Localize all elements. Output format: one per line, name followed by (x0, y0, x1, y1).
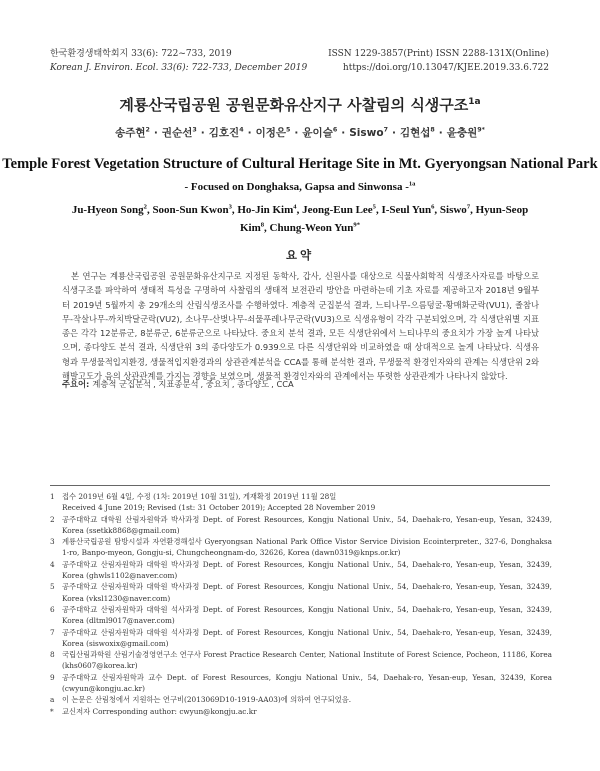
footnote-text: 공주대학교 산림자원학과 대학원 박사과정 Dept. of Forest Resources, Kongju National Univ., 54, Daehak-ro, Yesan-eup, Yesan, 32439, Korea (vksl1230@naver.com) (62, 582, 552, 603)
author-affiliation-mark: 3 (228, 203, 232, 211)
author-entry (302, 204, 376, 216)
subtitle-english (0, 181, 600, 193)
title-korean-footnote-mark: 1a (468, 97, 481, 107)
abstract-heading: 요약 (285, 248, 315, 262)
keyword: 계층적 군집분석 (92, 379, 152, 389)
keywords-label: 주요어: (62, 379, 90, 389)
author-name: Siswo (439, 204, 467, 216)
author-affiliation-mark: 9* (477, 126, 485, 134)
abstract-body: 본 연구는 계룡산국립공원 공원문화유산지구로 지정된 동학사, 갑사, 신원사를 대상으로 식물사회학적 식생조사자료를 바탕으로 식생구조를 파악하여 생태적 특성을 구명하여 사찰림의 생태적 보전관리 방안을 마련하는데 기초 자료를 제공하고자 2018년 9월부터 2019년 5월까지 총 29개소의 산림식생조사를 수행하였다. 계층적 군집분석 결과, 느티나무-으름덩굴-황매화군락(VU1), 졸참나무-작살나무-까치박달군락(VU2), 소나무-산벚나무-쇠물푸레나무군락(VU3)으로 식생유형이 각각 구분되었으며, 각 식생단위별 지표종은 각각 12분류군, 8분류군, 6분류군으로 나타났다. 중요치 분석 결과, 모든 식생단위에서 느티나무의 중요치가 가장 높게 나타났으며, 종다양도 분석 결과, 식생단위 3의 종다양도가 0.939으로 다른 식생단위와 비교하였을 때 상대적으로 높게 나타났다. 식생유형과 무생물적입지환경, 생물적입지환경과의 상관관계분석을 CCA를 통해 분석한 결과, 무생물적 환경인자와의 관계는 식생단위 2와 해발고도가 음의 상관관계를 가지는 경향을 보였으며, 생물적 환경인자와의 관계에서는 뚜렷한 상관관계가 나타나지 않았다. (62, 271, 539, 381)
doi-link[interactable]: https://doi.org/10.13047/KJEE.2019.33.6.722 (342, 63, 549, 73)
author-affiliation-mark: 2 (145, 126, 150, 134)
author-separator: · (294, 127, 299, 139)
author-affiliation-mark: 7 (383, 126, 388, 134)
footnote-mark: 1 (50, 492, 55, 501)
footnote (50, 536, 552, 559)
issn: ISSN 1229-3857(Print) ISSN 2288-131X(Online) (328, 49, 549, 59)
author-entry (152, 204, 231, 216)
author-name: Ju-Hyeon Song (71, 204, 144, 216)
footnote-mark: * (50, 706, 54, 716)
author-affiliation-mark: 6 (332, 126, 338, 134)
keyword: 중요치 (205, 379, 230, 389)
footnote (50, 672, 552, 695)
author-name: Ho-Jin Kim (237, 204, 294, 216)
author-affiliation-mark: 3 (192, 126, 197, 134)
footnote (50, 694, 552, 705)
footnote (50, 581, 552, 604)
author-affiliation-mark: 7 (466, 203, 471, 211)
author-name: 송주현 (115, 127, 146, 139)
author-name: Hyun-Seop Kim (239, 204, 529, 234)
journal-citation-en: Korean J. Environ. Ecol. 33(6): 722-733, December 2019 (50, 63, 308, 73)
footnote-mark: 9 (50, 672, 55, 682)
footnotes (50, 491, 552, 717)
footnote-mark: 8 (50, 650, 55, 660)
author-separator: · (391, 127, 396, 139)
author-name: 권순선 (161, 127, 193, 139)
author-affiliation-mark: 5 (286, 126, 291, 134)
author-affiliation-mark: 5 (372, 203, 376, 211)
author-name: 김현섭 (399, 127, 431, 139)
author-separator: · (341, 127, 346, 139)
author-entry (237, 204, 296, 216)
author-name: Soon-Sun Kwon (152, 204, 229, 216)
author-entry (270, 222, 360, 234)
footnote-mark: 4 (50, 559, 55, 569)
identifiers (328, 47, 549, 75)
footnote-mark: 7 (50, 627, 55, 637)
footnote-text: 국립산림과학원 산림기술경영연구소 연구사 Forest Practice Research Center, National Institute of Forest Science, Pocheon, 11186, Korea (khs0607@korea.kr) (62, 650, 552, 671)
author-name: Chung-Weon Yun (269, 222, 354, 234)
footnote-mark: a (50, 695, 55, 705)
footnote-text: 공주대학교 대학원 산림자원학과 박사과정 Dept. of Forest Resources, Kongju National Univ., 54, Daehak-ro, Yesan-eup, Yesan, 32439, Korea (ssetkk8868@gmail.com) (62, 514, 552, 535)
author-separator: · (153, 127, 158, 139)
footnote (50, 627, 552, 650)
keyword: 종다양도 (237, 379, 270, 389)
author-name: Siswo (349, 127, 384, 139)
footnote-mark: 2 (50, 514, 55, 524)
author-entry (72, 204, 147, 216)
author-entry (381, 204, 434, 216)
footnote-text: 공주대학교 산림자원학과 대학원 석사과정 Dept. of Forest Resources, Kongju National Univ., 54, Daehak-ro, Yesan-eup, Yesan, 32439, Korea (siswoxix@gmail.com) (62, 627, 552, 648)
author-affiliation-mark: 2 (143, 203, 147, 211)
footnote-text: 공주대학교 산림자원학과 교수 Dept. of Forest Resources, Kongju National Univ., 54, Daehak-ro, Yesan-eup, Yesan, 32439, Korea (cwyun@kongju.ac.kr) (62, 672, 552, 694)
footnote-mark (50, 502, 62, 513)
journal-citation-ko: 한국환경생태학회지 33(6): 722~733, 2019 (50, 49, 232, 59)
footnote-text: 계룡산국립공원 탐방시설과 자연환경해설사 Gyeryongsan National Park Office Vistor Service Division Ecointerpreter., 327-6, Donghaksa 1-ro, Banpo-myeon, Gongju-si, Chungcheongnam-do, 32626, Korea (dawn0319@knps.or.kr) (62, 537, 552, 558)
footnote-text: 접수 2019년 6월 4일, 수정 (1차: 2019년 10월 31일), 게재확정 2019년 11월 28일 (62, 492, 337, 501)
footnote-text: Received 4 June 2019; Revised (1st: 31 October 2019); Accepted 28 November 2019 (62, 503, 376, 513)
footnote (50, 559, 552, 582)
author-affiliation-mark: 8 (430, 126, 435, 134)
footnote-text: 공주대학교 산림자원학과 대학원 석사과정 Dept. of Forest Resources, Kongju National Univ., 54, Daehak-ro, Yesan-eup, Yesan, 32439, Korea (dltml9017@naver.com) (62, 604, 552, 626)
footnote-mark: 3 (50, 537, 55, 547)
author-separator: · (247, 127, 252, 139)
keyword: 지표종분석 (158, 379, 199, 389)
author-affiliation-mark: 9* (353, 221, 361, 229)
author-name: 윤충원 (446, 127, 478, 139)
footnote-text: 이 논문은 산림청에서 지원하는 연구비(2013069D10-1919-AA03)에 의하여 연구되었음. (62, 695, 352, 705)
authors-english: Ju-Hyeon Song$^2$, Soon-Sun Kwon$^3$, Ho-Jin Kim$^4$, Jeong-Eun Lee$^5$, I-Seul Yun$^6$, Siswo$^7$, Hyun-Seop Kim$^8$, Chung-Weon Yun$^{9*}$ (71, 203, 529, 234)
footnote-text: 교신저자 Corresponding author: cwyun@kongju.ac.kr (62, 706, 257, 716)
footnote (50, 604, 552, 627)
author-affiliation-mark: 4 (293, 203, 297, 211)
title-korean-text: 계룡산국립공원 공원문화유산지구 사찰림의 식생구조 (119, 96, 469, 114)
author-name: 윤이슬 (302, 127, 333, 139)
title-english: Temple Forest Vegetation Structure of Cultural Heritage Site in Mt. Gyeryongsan National Park (2, 156, 598, 172)
keyword: CCA (276, 379, 294, 389)
footnote-divider (50, 485, 550, 486)
subtitle-english-text: - Focused on Donghaksa, Gapsa and Sinwonsa - (184, 181, 409, 193)
footnote (50, 706, 552, 717)
footnote-mark: 6 (50, 604, 55, 614)
author-affiliation-mark: 6 (431, 203, 435, 211)
footnote (50, 502, 552, 513)
keywords: 주요어: 계층적 군집분석 , 지표종분석 , 중요치 , 종다양도 , CCA (62, 379, 294, 389)
footnote (50, 649, 552, 672)
author-separator: · (438, 127, 443, 139)
author-separator: · (200, 127, 205, 139)
title-korean (0, 94, 600, 115)
author-affiliation-mark: 4 (239, 126, 244, 134)
footnote-text: 공주대학교 산림자원학과 대학원 박사과정 Dept. of Forest Resources, Kongju National Univ., 54, Daehak-ro, Yesan-eup, Yesan, 32439, Korea (ghwls1102@naver.com) (62, 559, 552, 581)
author-entry (440, 204, 470, 216)
author-name: 이정은 (255, 127, 287, 139)
author-name: I-Seul Yun (381, 204, 432, 216)
footnote (50, 491, 552, 502)
footnote-mark: 5 (50, 582, 55, 592)
author-name: Jeong-Eun Lee (302, 204, 373, 216)
subtitle-footnote-mark: 1a (408, 180, 416, 188)
footnote (50, 514, 552, 537)
authors-korean (0, 125, 600, 140)
journal-citation (50, 47, 307, 75)
author-name: 김호진 (208, 127, 240, 139)
author-affiliation-mark: 8 (260, 221, 265, 229)
